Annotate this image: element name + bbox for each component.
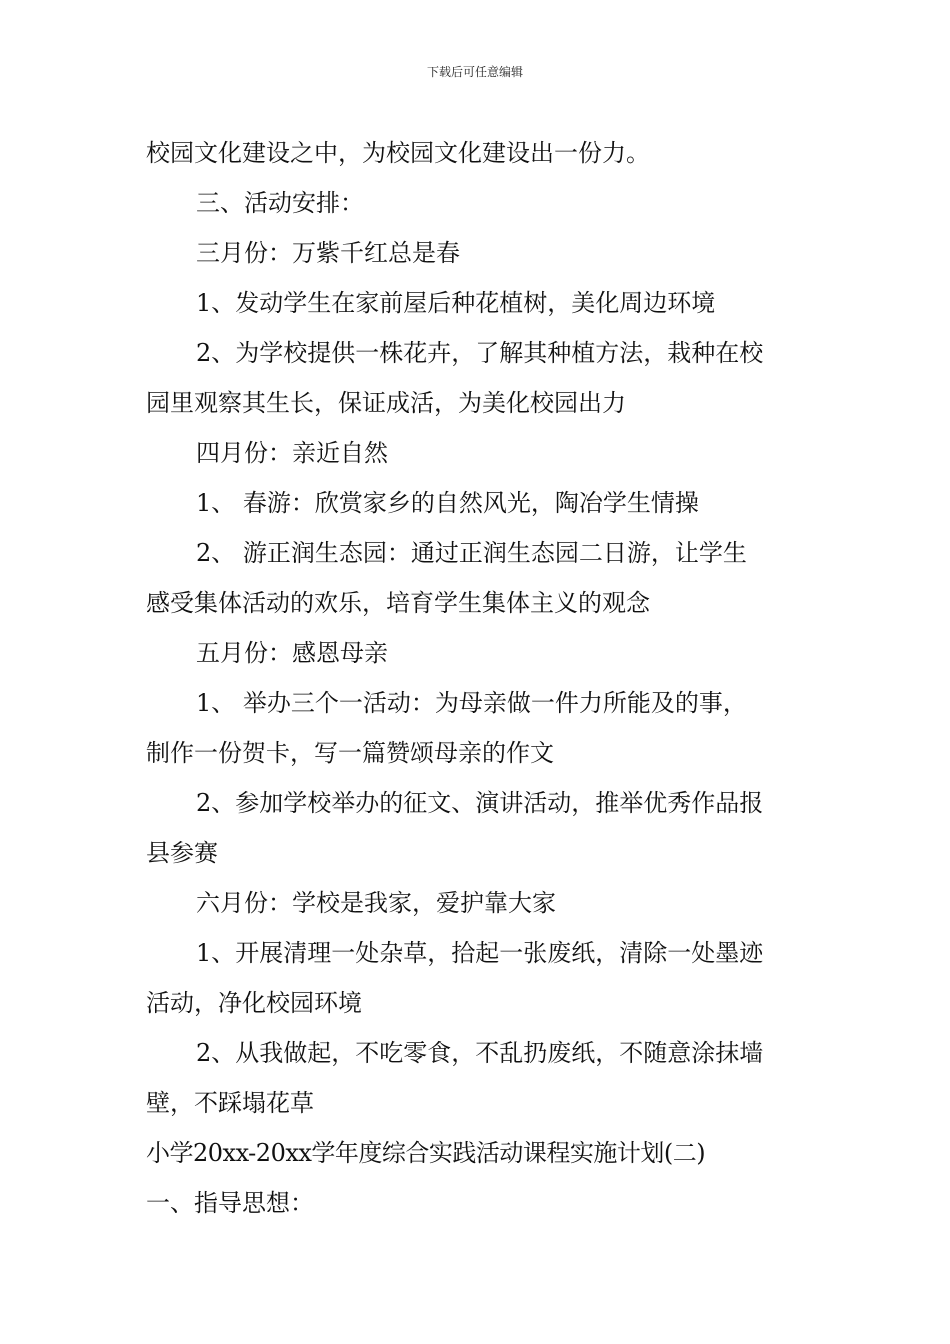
document-title: 小学20xx-20xx学年度综合实践活动课程实施计划(二) [146, 1139, 706, 1167]
month-heading: 五月份：感恩母亲 [196, 639, 388, 667]
list-item: 1、 举办三个一活动：为母亲做一件力所能及的事， [196, 689, 747, 717]
paragraph-line: 园里观察其生长，保证成活，为美化校园出力 [146, 389, 626, 417]
list-item: 2、从我做起，不吃零食，不乱扔废纸，不随意涂抹墙 [196, 1039, 764, 1067]
section-heading: 一、指导思想： [146, 1189, 314, 1217]
list-item: 2、 游正润生态园：通过正润生态园二日游，让学生 [196, 539, 747, 567]
paragraph-line: 县参赛 [146, 839, 218, 867]
month-heading: 六月份：学校是我家，爱护靠大家 [196, 889, 556, 917]
list-item: 2、参加学校举办的征文、演讲活动，推举优秀作品报 [196, 789, 764, 817]
list-item: 1、 春游：欣赏家乡的自然风光，陶冶学生情操 [196, 489, 699, 517]
paragraph-line: 感受集体活动的欢乐，培育学生集体主义的观念 [146, 589, 650, 617]
page-header: 下载后可任意编辑 [426, 65, 523, 79]
list-item: 1、开展清理一处杂草，拾起一张废纸，清除一处墨迹 [196, 939, 764, 967]
paragraph-line: 制作一份贺卡，写一篇赞颂母亲的作文 [146, 739, 554, 767]
section-heading: 三、活动安排： [196, 189, 364, 217]
paragraph-line: 壁，不踩塌花草 [146, 1089, 314, 1117]
month-heading: 四月份：亲近自然 [196, 439, 388, 467]
document-body [146, 128, 808, 1228]
list-item: 1、发动学生在家前屋后种花植树，美化周边环境 [196, 289, 716, 317]
paragraph-line: 活动，净化校园环境 [146, 989, 362, 1017]
month-heading: 三月份：万紫千红总是春 [196, 239, 460, 267]
paragraph-line: 校园文化建设之中，为校园文化建设出一份力。 [146, 139, 650, 167]
list-item: 2、为学校提供一株花卉，了解其种植方法，栽种在校 [196, 339, 764, 367]
